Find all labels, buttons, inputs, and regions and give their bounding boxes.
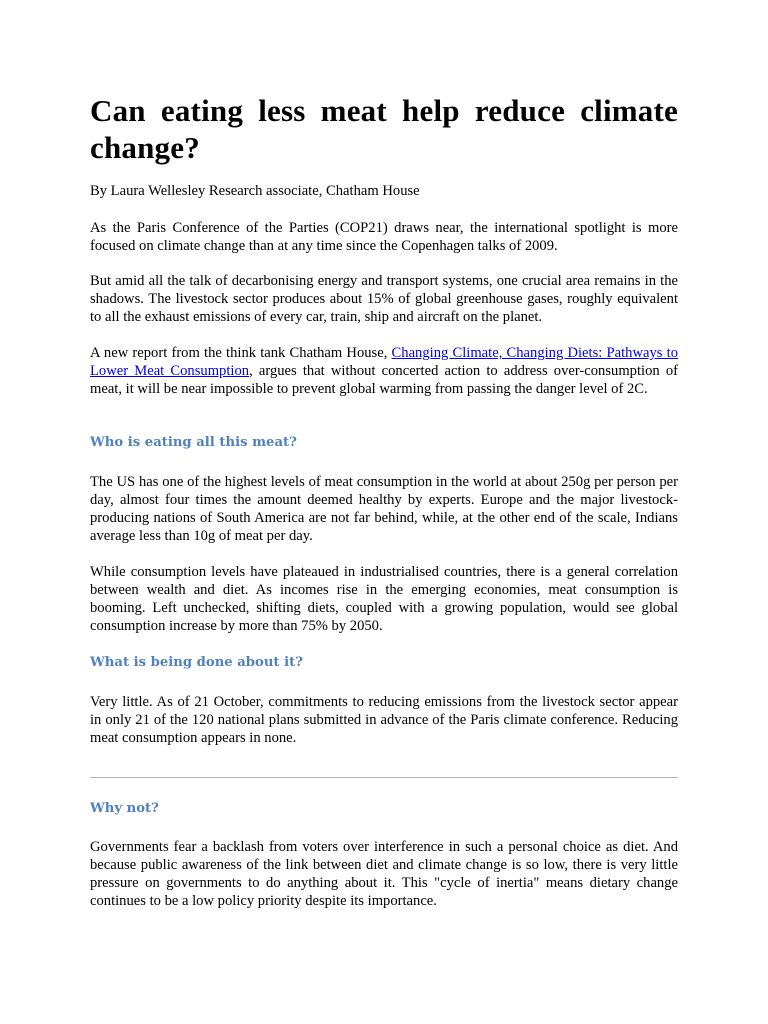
paragraph-consumption-levels: The US has one of the highest levels of meat consumption in the world at about 250g per person per day, almost four times the amount deemed healthy by experts. Europe and the major livestock-producing nations of South America are not far behind, while, at the other end of the scale, Indians average less than 10g of meat per day. <box>90 474 678 544</box>
report-text-after: , argues that without concerted action to address over-consumption of meat, it will be near impossible to prevent global warming from passing the danger level of 2C. <box>90 363 678 397</box>
byline: By Laura Wellesley Research associate, Chatham House <box>90 183 420 199</box>
heading-why-not: Why not? <box>90 801 159 816</box>
paragraph-wealth-and-diet: While consumption levels have plateaued in industrialised countries, there is a general correlation between wealth and diet. As incomes rise in the emerging economies, meat consumption is booming. Left unchecked, shifting diets, coupled with a growing population, would see global consumption increase by more than 75% by 2050. <box>90 564 678 634</box>
paragraph-report <box>90 344 678 398</box>
paragraph-livestock-emissions: But amid all the talk of decarbonising energy and transport systems, one crucial area remains in the shadows. The livestock sector produces about 15% of global greenhouse gases, roughly equivalent to all the exhaust emissions of every car, train, ship and aircraft on the planet. <box>90 273 678 325</box>
section-divider <box>90 777 678 778</box>
paragraph-intro: As the Paris Conference of the Parties (COP21) draws near, the international spotlight is more focused on climate change than at any time since the Copenhagen talks of 2009. <box>90 220 678 254</box>
paragraph-national-plans: Very little. As of 21 October, commitments to reducing emissions from the livestock sector appear in only 21 of the 120 national plans submitted in advance of the Paris climate conference. Reducing meat consumption appears in none. <box>90 694 678 746</box>
report-text-before: A new report from the think tank Chatham House, <box>90 345 392 361</box>
heading-what-is-being-done: What is being done about it? <box>90 655 303 670</box>
report-link[interactable]: Changing Climate, Changing Diets: Pathways to Lower Meat Consumption <box>90 345 678 379</box>
heading-who-is-eating: Who is eating all this meat? <box>90 435 297 450</box>
paragraph-cycle-of-inertia: Governments fear a backlash from voters over interference in such a personal choice as diet. And because public awareness of the link between diet and climate change is so low, there is very little pressure on governments to do anything about it. This "cycle of inertia" means dietary change continues to be a low policy priority despite its importance. <box>90 839 678 909</box>
article-title: Can eating less meat help reduce climate change? <box>90 93 678 165</box>
